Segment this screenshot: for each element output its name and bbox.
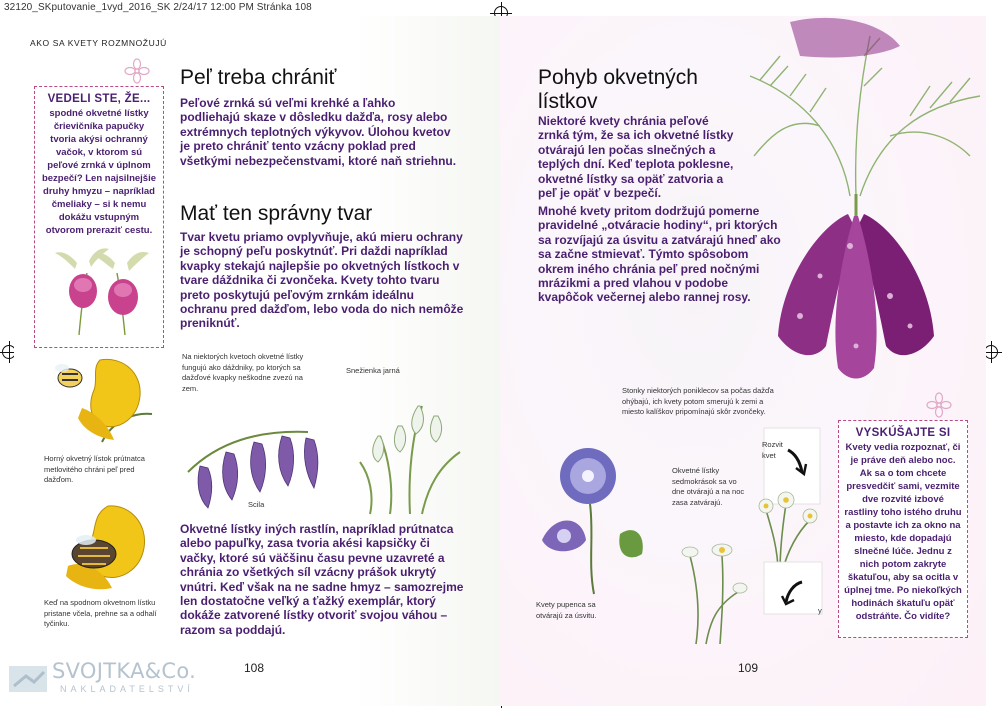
potted-plant-illustration — [748, 480, 824, 572]
paragraph-pouch-petals: Okvetné lístky iných rastlín, napríklad prútnatca alebo papuľky, zasa tvoria akési kapsičky či vačky, ktoré sú väčšinu času pevne uzavreté a chránia zo všetkých síl vzácny prášok ukrytý vnútri. Keď však na ne sadne hmyz – samozrejme len dostatočne veľký a ťažký exemplár, ktorý dokáže zatvorené lístky otvoriť svojou váhou – razom sa poddajú. — [180, 522, 464, 637]
caption-umbrella-petals: Na niektorých kvetoch okvetné lístky fungujú ako dáždniky, po ktorých sa dažďové kvapky neškodne zvezú na zem. — [182, 352, 304, 393]
publisher-name: SVOJTKA&Co. — [52, 659, 197, 683]
section-title-right-shape: Mať ten správny tvar — [180, 202, 373, 225]
did-you-know-box — [34, 86, 164, 348]
section-title-petal-movement: Pohyb okvetných lístkov — [538, 66, 698, 113]
daisy-illustration — [676, 526, 756, 644]
try-it-title: VYSKÚŠAJTE SI — [855, 427, 951, 439]
caption-daisy: Okvetné lístky sedmokrások sa vo dne otvárajú a na noc zasa zatvárajú. — [672, 466, 745, 507]
snowdrop-illustration — [350, 376, 478, 514]
caption-morning-glory: Kvety pupenca sa otvárajú za úsvitu. — [536, 600, 597, 620]
experiment-label-top: Rozvit kvet — [762, 440, 783, 460]
page-number-right: 109 — [738, 661, 759, 675]
broom-flower-rain-illustration — [42, 352, 158, 446]
experiment-label-bottom: y — [818, 606, 822, 615]
running-head: AKO SA KVETY ROZMNOŽUJÚ — [30, 38, 167, 48]
ladys-slipper-illustration — [39, 243, 159, 335]
bee-on-petal-illustration — [58, 496, 158, 596]
publisher-logo-icon — [8, 664, 48, 694]
publisher-tagline: NAKLADATELSTVÍ — [60, 684, 194, 694]
caption-snowdrop: Snežienka jarná — [346, 366, 400, 375]
paragraph-protect-pollen: Peľové zrnká sú veľmi krehké a ľahko podliehajú skaze v dôsledku dažďa, rosy alebo extrémnych teplotných výkyvov. Úlohou kvetov je preto chrániť tento vzácny poklad pred všetkými nebezpečenstvami, ktoré naň striehnu. — [180, 96, 457, 168]
page-number-left: 108 — [244, 661, 265, 675]
paragraph-right-shape: Tvar kvetu priamo ovplyvňuje, akú mieru ochrany je schopný peľu poskytnúť. Pri daždi napríklad kvapky stekajú najlepšie po okvetných lístkoch v tvare dáždnika či zvončeka. Kvety tohto tvaru preto poskytujú peľovým zrnkám ideálnu ochranu pred dažďom, lebo voda do nich nemôže preniknúť. — [180, 230, 464, 331]
try-it-text: Kvety vedia rozpoznať, či je práve deň alebo noc. Ak sa o tom chcete presvedčiť sami, vezmite dve rozvité izbové rastliny toho istého druhu a postavte ich za okno na miesto, kde dopadajú slnečné lúče. Jednu z nich potom zakryte škatuľou, aby sa ocitla v úplnej tme. Po niekoľkých hodinách škatuľu opäť odstráňte. Čo vidíte? — [844, 442, 962, 622]
pasque-flower-illustration — [730, 16, 986, 392]
caption-pasque-flower: Stonky niektorých poniklecov sa počas dažďa ohýbajú, ich kvety potom smerujú k zemi a miesto kalíškov pripomínajú skôr zvončeky. — [622, 386, 774, 416]
flower-ornament-icon — [926, 392, 952, 418]
did-you-know-title: VEDELI STE, ŽE... — [47, 93, 151, 105]
caption-upper-petal: Horný okvetný lístok prútnatca metlovitého chráni peľ pred dažďom. — [44, 454, 145, 484]
section-title-protect-pollen: Peľ treba chrániť — [180, 66, 337, 89]
caption-scilla: Scila — [248, 500, 265, 509]
did-you-know-text: spodné okvetné lístky črievičníka papučky tvoria akýsi ochranný vačok, v ktorom sú peľové zrnká v úplnom bezpečí? Len najsilnejšie druhy hmyzu – napríklad čmeliaky – si k nemu dokážu vstupným otvorom preraziť cestu. — [41, 108, 157, 236]
flower-ornament-icon — [124, 58, 150, 84]
experiment-box-closed-illustration — [760, 560, 826, 616]
printer-slug: 32120_SKputovanie_1vyd_2016_SK 2/24/17 12:00 PM Stránka 108 — [4, 2, 312, 13]
try-it-box — [838, 420, 968, 638]
registration-mark-right — [984, 345, 998, 359]
morning-glory-illustration — [534, 444, 650, 600]
paragraph-petal-movement-1: Niektoré kvety chránia peľové zrnká tým, že sa ich okvetné lístky otvárajú len počas slnečných a teplých dní. Keď teplota poklesne, okvetné lístky sa opäť zatvoria a peľ je opäť v bezpečí. — [538, 114, 734, 201]
caption-bee-petal: Keď na spodnom okvetnom lístku pristane včela, prehne sa a odhalí tyčinku. — [44, 598, 157, 628]
paragraph-petal-movement-2: Mnohé kvety pritom dodržujú pomerne pravidelné „otváracie hodiny“, pri ktorých sa rozvíjajú za úsvitu a zatvárajú hneď ako sa začne stmievať. Týmto spôsobom okrem iného chránia peľ pred nočnými mrázikmi a pred vlahou v podobe kvapôčok večernej alebo rannej rosy. — [538, 204, 781, 305]
